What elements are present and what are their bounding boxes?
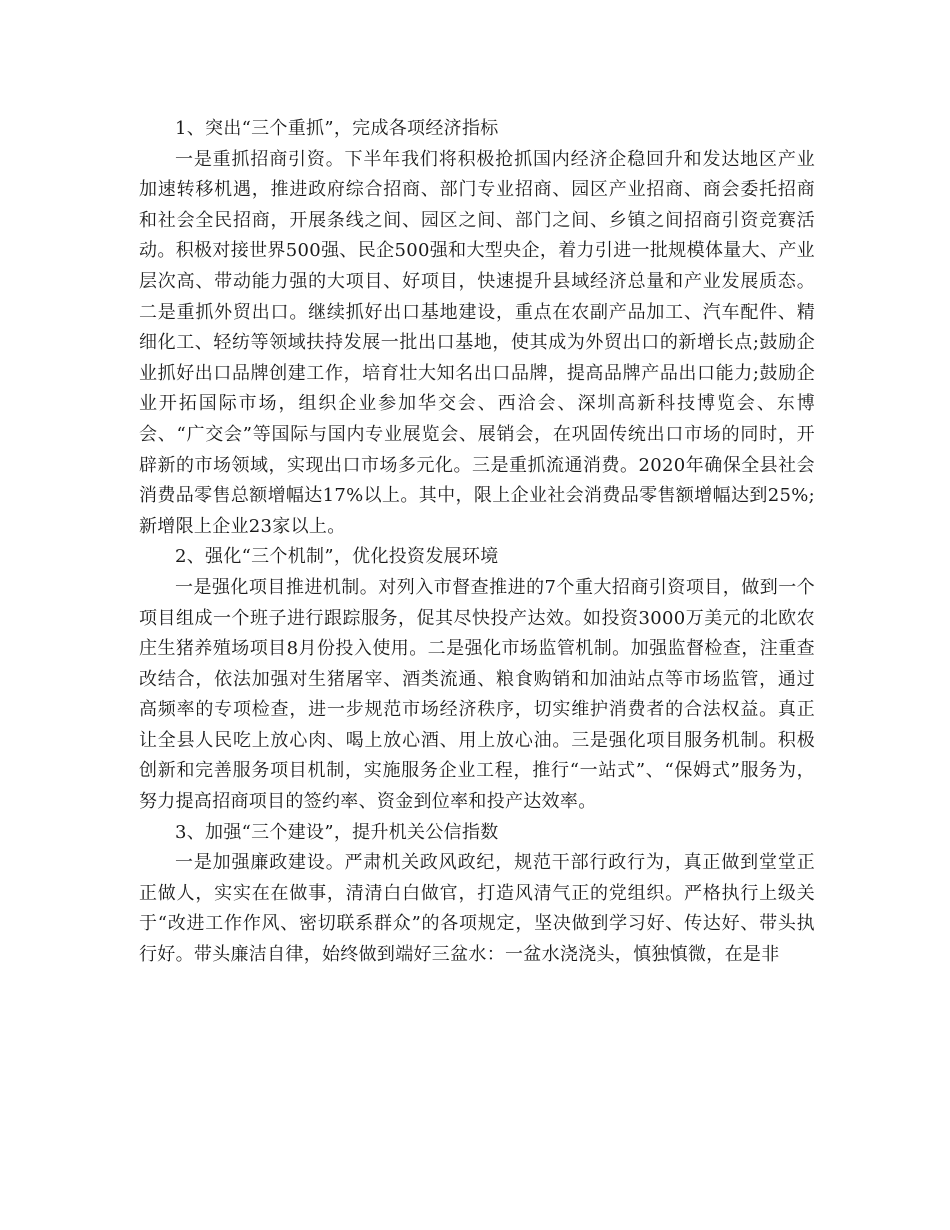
document-body xyxy=(139,114,815,971)
section-heading-3: 3、加强“三个建设”，提升机关公信指数 xyxy=(175,821,499,843)
paragraph-3: 一是加强廉政建设。严肃机关政风政纪，规范干部行政行为，真正做到堂堂正正做人，实实在在做事，清清白白做官，打造风清气正的党组织。严格执行上级关于“改进工作作风、密切联系群众”的各项规定，坚决做到学习好、传达好、带头执行好。带头廉洁自律，始终做到端好三盆水：一盆水浇浇头，慎独慎微，在是非 xyxy=(139,852,815,966)
section-heading-2: 2、强化“三个机制”，优化投资发展环境 xyxy=(175,546,499,568)
paragraph-2: 一是强化项目推进机制。对列入市督查推进的7个重大招商引资项目，做到一个项目组成一个班子进行跟踪服务，促其尽快投产达效。如投资3000万美元的北欧农庄生猪养殖场项目8月份投入使用。二是强化市场监管机制。加强监督检查，注重查改结合，依法加强对生猪屠宰、酒类流通、粮食购销和加油站点等市场监管，通过高频率的专项检查，进一步规范市场经济秩序，切实维护消费者的合法权益。真正让全县人民吃上放心肉、喝上放心酒、用上放心油。三是强化项目服务机制。积极创新和完善服务项目机制，实施服务企业工程，推行“一站式”、“保姆式”服务为，努力提高招商项目的签约率、资金到位率和投产达效率。 xyxy=(139,576,815,813)
paragraph-1: 一是重抓招商引资。下半年我们将积极抢抓国内经济企稳回升和发达地区产业加速转移机遇，推进政府综合招商、部门专业招商、园区产业招商、商会委托招商和社会全民招商，开展条线之间、园区之间、部门之间、乡镇之间招商引资竞赛活动。积极对接世界500强、民企500强和大型央企，着力引进一批规模体量大、产业层次高、带动能力强的大项目、好项目，快速提升县域经济总量和产业发展质态。二是重抓外贸出口。继续抓好出口基地建设，重点在农副产品加工、汽车配件、精细化工、轻纺等领域扶持发展一批出口基地，使其成为外贸出口的新增长点;鼓励企业抓好出口品牌创建工作，培育壮大知名出口品牌，提高品牌产品出口能力;鼓励企业开拓国际市场，组织企业参加华交会、西洽会、深圳高新科技博览会、东博会、“广交会”等国际与国内专业展览会、展销会，在巩固传统出口市场的同时，开辟新的市场领域，实现出口市场多元化。三是重抓流通消费。2020年确保全县社会消费品零售总额增幅达17%以上。其中，限上企业社会消费品零售额增幅达到25%;新增限上企业23家以上。 xyxy=(139,148,815,537)
section-heading-1: 1、突出“三个重抓”，完成各项经济指标 xyxy=(175,118,499,139)
